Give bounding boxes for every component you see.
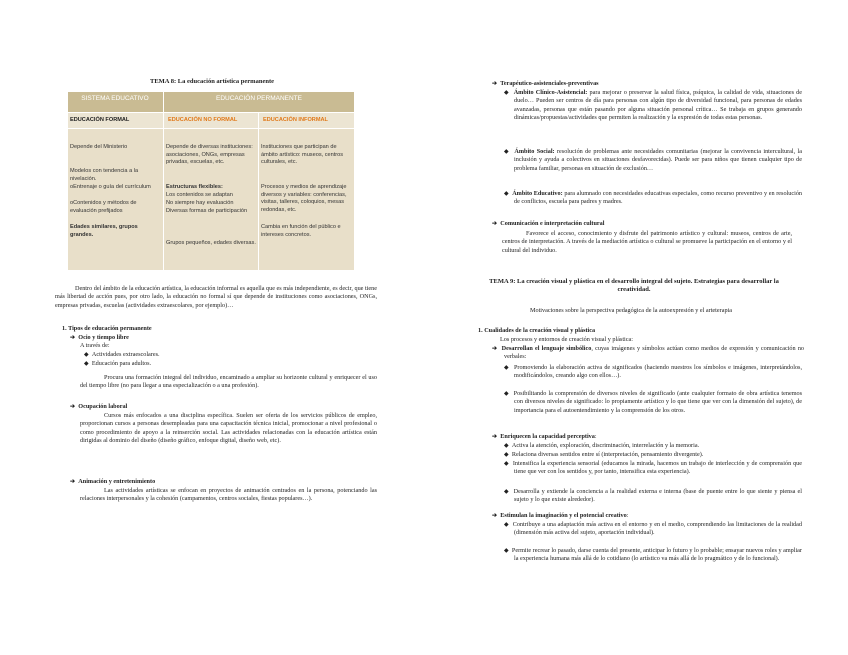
ocio-bullet-2: ◆ Educación para adultos.	[84, 360, 152, 367]
cell-formal-nivelacion: Modelos con tendencia a la nivelación.	[70, 168, 139, 182]
cell-noformal-contenidos: Los contenidos se adaptan	[166, 192, 233, 198]
imaginacion-heading: ➔ Estimulan la imaginación y el potencial creativo:	[492, 512, 629, 519]
ocio-heading: ➔ Ocio y tiempo libre	[70, 334, 129, 341]
simbolico-heading: ➔ Desarrollan el lenguaje simbólico, cuyas imágenes y símbolos actúan como medios de expresión y comunicación no verbales:	[492, 345, 805, 361]
cell-formal-contenidos: oContenidos y métodos de evaluación prefijados	[70, 200, 137, 214]
tera-bullet-clinico: ◆ Ámbito Clínico-Asistencial: para mejorar o preservar la salud física, psíquica, la calidad de vida, situaciones de duelo… Pueden ser centros de día para personas con algún tipo de diversidad funcional, para personas de edades avanzadas, personas que están pasando por alguna situación personal crítica… Se trabaja en grupos generando dinámicas/propuestas/actividades que permiten la realización y la expresión de todas estas personas.	[504, 89, 803, 122]
header-no-formal: EDUCACIÓN NO FORMAL	[168, 117, 238, 123]
terapeutico-heading: ➔ Terapéutico-asistenciales-preventivas	[492, 80, 599, 87]
education-table	[68, 92, 354, 270]
comunicacion-paragraph: Favorece el acceso, conocimiento y disfrute del patrimonio artístico y cultural: museos, centros de arte, centros de interpretación. A través de la mediación artística o cultural se promueve la participación en el entorno y el cultural del individuo.	[502, 230, 792, 254]
header-formal: EDUCACIÓN FORMAL	[70, 117, 130, 123]
animacion-heading: ➔ Animación y entretenimiento	[70, 478, 156, 485]
header-informal: EDUCACIÓN INFORMAL	[263, 117, 328, 123]
cell-formal-ministerio: Depende del Ministerio	[70, 144, 128, 150]
cell-informal-instituciones: Instituciones que participan de ámbito artístico: museos, centros culturales, etc.	[261, 144, 344, 166]
tera-bullet-educativo: ◆ Ámbito Educativo: para alumnado con necesidades educativas especiales, como recurso preventivo y en resolución de conflictos, escuela para padres y madres.	[504, 190, 803, 206]
cell-noformal-participacion: Diversas formas de participación	[166, 208, 248, 214]
cell-noformal-estructuras: Estructuras flexibles:	[166, 184, 223, 190]
ocio-bullet-1: ◆ Actividades extraescolares.	[84, 351, 160, 358]
cell-noformal-grupos: Grupos pequeños, edades diversas.	[166, 240, 256, 246]
perceptiva-heading: ➔ Enriquecen la capacidad perceptiva:	[492, 433, 597, 440]
perceptiva-bullet-4: ◆ Desarrolla y extiende la conciencia a la realidad externa e interna (base de puente entre lo que siente y piensa el sujeto y lo que existe alrededor).	[504, 488, 802, 504]
simbolico-bullet-2: ◆ Posibilitando la comprensión de diversos niveles de significado (ante cualquier formato de obra artística tenemos con diversos niveles de significado: lo propiamente artístico y lo que tiene que ver con la dimensión del sujeto), de importancia para el autoentendimiento y la comprensión de los otros.	[504, 390, 803, 414]
perceptiva-bullet-1: ◆ Activa la atención, exploración, discriminación, interrelación y la memoria.	[504, 442, 700, 449]
ocio-paragraph: Procura una formación integral del individuo, encaminado a ampliar su horizonte cultural y enriquecer el uso del tiempo libre (no para llegar a una especialización o a una profesión).	[80, 374, 377, 390]
perceptiva-bullet-2: ◆ Relaciona diversas sentidos entre sí (interpretación, pensamiento divergente).	[504, 451, 704, 458]
header-sistema-educativo: SISTEMA EDUCATIVO	[81, 95, 149, 102]
ocupacion-heading: ➔ Ocupación laboral	[70, 403, 128, 410]
tema-9-title: TEMA 9: La creación visual y plástica en el desarrollo integral del sujeto. Estrategias para desarrollar la creatividad.	[489, 278, 779, 294]
cell-informal-cambia: Cambia en función del público e intereses concretos.	[261, 224, 341, 238]
cell-informal-procesos: Procesos y medios de aprendizaje diversos y variables: conferencias, visitas, talleres, coloquios, mesas redondas, etc.	[261, 184, 347, 213]
cualidades-intro: Los procesos y entornos de creación visual y plástica:	[500, 336, 633, 343]
tera-bullet-social: ◆ Ámbito Social: resolución de problemas ante necesidades comunitarias (mejorar la convivencia intercultural, la inclusión y ayuda a colectivos en situaciones desfavorecidas). Puede ser para niños que tienen cualquier tipo de problema familiar, personas en situación de exclusión…	[504, 148, 802, 172]
section-1-cualidades: 1. Cualidades de la creación visual y plástica	[478, 327, 596, 334]
comunicacion-heading: ➔ Comunicación e interpretación cultural	[492, 220, 605, 227]
imaginacion-bullet-1: ◆ Contribuye a una adaptación más activa en el entorno y en el medio, comprendiendo las limitaciones de la realidad (dimensión más activa del sujeto, aportación individual).	[504, 521, 802, 537]
ocupacion-paragraph: Cursos más enfocados a una disciplina específica. Suelen ser oferta de los servicios públicos de empleo, proporcionan cursos a personas desempleadas para una capacitación técnica inicial, promocionar a nivel profesional o como procedimiento de apoyo a la reinserción social. Las actividades relacionadas con la educación artística están dirigidas al dominio del diseño (diseño gráfico, enfoque digital, diseño web, etc).	[80, 412, 377, 445]
perceptiva-bullet-3: ◆ Intensifica la experiencia sensorial (educamos la mirada, hacemos un trabajo de interlección y de comprensión que tiene que ver con los sentidos y, por tanto, intensifica esta experiencia).	[504, 460, 802, 476]
cell-formal-curriculum: oEntrenaje o guía del currículum	[70, 184, 151, 190]
page-title: TEMA 8: La educación artística permanente	[149, 78, 275, 85]
animacion-paragraph: Las actividades artísticas se enfocan en proyectos de animación centrados en la persona, potenciando las relaciones interpersonales y la cohesión (campamentos, centros sociales, fiestas populares…).	[80, 487, 377, 503]
cell-noformal-evaluacion: No siempre hay evaluación	[166, 200, 234, 206]
simbolico-bullet-1: ◆ Promoviendo la elaboración activa de significados (haciendo nuestros los símbolos e imágenes, interpretándolos, modificándolos, creando algo con ellos…).	[504, 364, 802, 380]
tema-9-subtitle: Motivaciones sobre la perspectiva pedagógica de la autoexpresión y el arteterapia	[529, 307, 733, 314]
header-educacion-permanente: EDUCACIÓN PERMANENTE	[216, 95, 302, 102]
section-1-heading: 1. Tipos de educación permanente	[62, 325, 152, 332]
intro-paragraph: Dentro del ámbito de la educación artística, la educación informal es aquella que es más independiente, es decir, que tiene más libertad de acción pues, por otro lado, la educación no formal sí que depende de instituciones como asociaciones, ONGs, empresas privadas, escuelas (actividades extraescolares, por ejemplo)…	[55, 285, 377, 309]
cell-noformal-depende: Depende de diversas instituciones: asociaciones, ONGs, empresas privadas, escuelas, etc.	[166, 144, 253, 166]
cell-formal-edades: Edades similares, grupos grandes.	[70, 224, 138, 238]
ocio-via: A través de:	[80, 342, 110, 349]
imaginacion-bullet-2: ◆ Permite recrear lo pasado, darse cuenta del presente, anticipar lo futuro y lo probable; ensayar nuevos roles y ampliar la experiencia humana más allá de lo cotidiano (lo artístico va más allá de lo pragmático y de lo funcional).	[504, 547, 802, 563]
